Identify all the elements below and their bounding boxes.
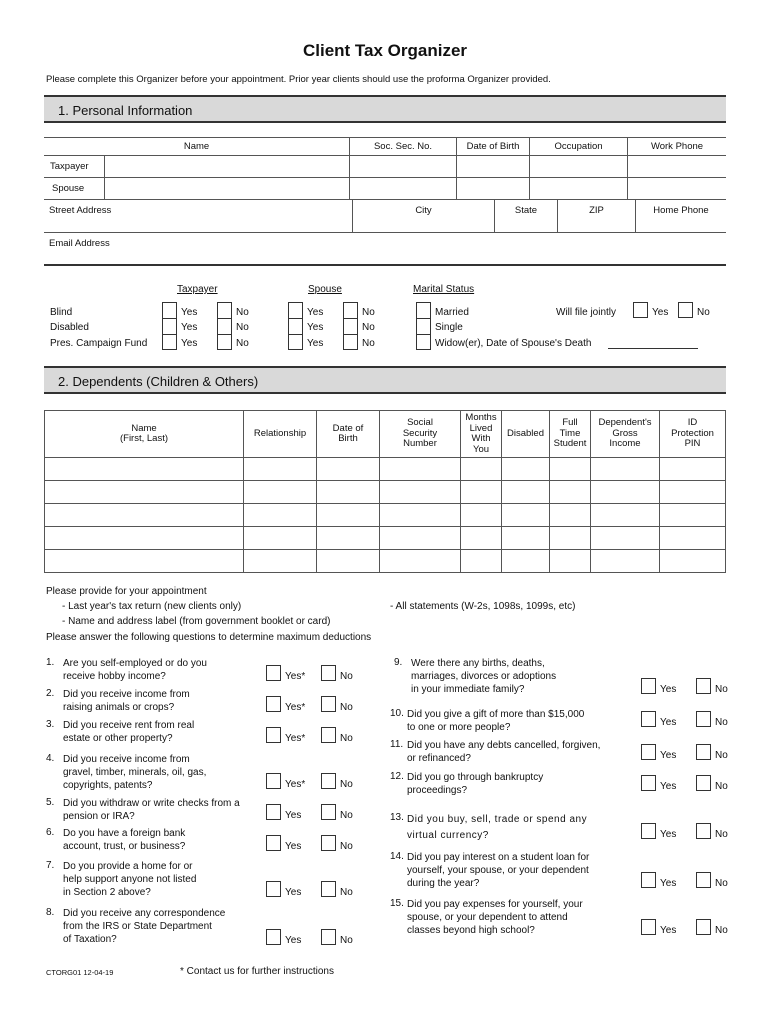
spouse-yes-checkboxes[interactable] — [288, 302, 303, 350]
yes-label: Yes — [660, 925, 677, 936]
city-field[interactable] — [353, 200, 495, 233]
yes-label: Yes — [660, 878, 677, 889]
no-label: No — [340, 733, 353, 744]
q4-no-checkbox[interactable] — [321, 773, 336, 789]
taxpayer-label: Taxpayer — [44, 156, 105, 178]
col-spouse-heading: Spouse — [308, 284, 342, 295]
q1-yes-checkbox[interactable] — [266, 665, 281, 681]
table-row[interactable] — [45, 527, 726, 550]
q8-no-checkbox[interactable] — [321, 929, 336, 945]
q15-no-checkbox[interactable] — [696, 919, 711, 935]
blind-label: Blind — [50, 307, 73, 318]
q2-no-checkbox[interactable] — [321, 696, 336, 712]
spouse-death-date-line[interactable] — [608, 348, 698, 349]
yes-label: Yes — [660, 717, 677, 728]
occupation-header: Occupation — [530, 138, 628, 156]
divider — [343, 318, 358, 319]
q6-yes-checkbox[interactable] — [266, 835, 281, 851]
spouse-no-checkboxes[interactable] — [343, 302, 358, 350]
provide-item-3: - All statements (W-2s, 1098s, 1099s, etc) — [390, 601, 576, 612]
question-text: Did you receive income from gravel, timber, minerals, oil, gas, copyrights, patents? — [63, 754, 207, 791]
form-code: CTORG01 12-04-19 — [46, 968, 114, 977]
divider — [288, 334, 303, 335]
no-label: No — [340, 702, 353, 713]
question-number: 11. — [390, 739, 404, 750]
disabled-label: Disabled — [50, 322, 89, 333]
yes-label: Yes* — [285, 779, 306, 790]
question-text: Are you self-employed or do you receive hobby income? — [63, 658, 207, 682]
yes-label: Yes — [660, 781, 677, 792]
answer-instructions: Please answer the following questions to determine maximum deductions — [46, 632, 372, 643]
no-label: No — [697, 307, 710, 318]
yes-label: Yes — [660, 750, 677, 761]
q9-yes-checkbox[interactable] — [641, 678, 656, 694]
single-label: Single — [435, 322, 463, 333]
divider — [44, 264, 726, 266]
taxpayer-occupation-field[interactable] — [530, 156, 628, 178]
yes-label: Yes — [307, 322, 324, 333]
home-phone-label: Home Phone — [653, 205, 709, 216]
table-row[interactable] — [45, 458, 726, 481]
question-number: 6. — [46, 827, 55, 838]
col-marital-heading: Marital Status — [413, 284, 475, 295]
no-label: No — [236, 307, 249, 318]
divider — [416, 334, 431, 335]
q11-yes-checkbox[interactable] — [641, 744, 656, 760]
campaign-label: Pres. Campaign Fund — [50, 338, 148, 349]
yes-label: Yes — [660, 684, 677, 695]
provide-heading: Please provide for your appointment — [46, 586, 207, 597]
marital-status-checkboxes[interactable] — [416, 302, 431, 350]
section-2-header — [44, 366, 726, 394]
no-label: No — [340, 887, 353, 898]
dep-months-header: Months Lived With You — [461, 411, 502, 458]
street-address-field[interactable] — [44, 200, 353, 233]
yes-label: Yes — [181, 322, 198, 333]
email-field[interactable] — [44, 233, 726, 265]
no-label: No — [362, 322, 375, 333]
email-label: Email Address — [49, 238, 110, 249]
no-label: No — [340, 779, 353, 790]
spouse-dob-field[interactable] — [457, 178, 530, 200]
no-label: No — [236, 338, 249, 349]
married-label: Married — [435, 307, 469, 318]
section-1-title: 1. Personal Information — [58, 103, 193, 118]
question-number: 2. — [46, 688, 55, 699]
question-number: 3. — [46, 719, 55, 730]
question-number: 5. — [46, 797, 55, 808]
question-text: Did you go through bankruptcy proceedings? — [407, 772, 544, 796]
spouse-occupation-field[interactable] — [530, 178, 628, 200]
table-row[interactable] — [45, 481, 726, 504]
table-row[interactable] — [45, 504, 726, 527]
divider — [217, 334, 232, 335]
question-text: Did you receive any correspondence from the IRS or State Department of Taxation? — [63, 908, 226, 945]
divider — [162, 318, 177, 319]
yes-label: Yes* — [285, 671, 306, 682]
ssn-header: Soc. Sec. No. — [350, 138, 457, 156]
dep-student-header: Full Time Student — [550, 411, 591, 458]
no-label: No — [715, 717, 728, 728]
no-label: No — [340, 935, 353, 946]
q13-no-checkbox[interactable] — [696, 823, 711, 839]
q9-no-checkbox[interactable] — [696, 678, 711, 694]
no-label: No — [340, 841, 353, 852]
question-text: Did you give a gift of more than $15,000 to one or more people? — [407, 709, 585, 733]
question-number: 7. — [46, 860, 55, 871]
question-number: 4. — [46, 753, 55, 764]
yes-label: Yes — [660, 829, 677, 840]
dep-dob-header: Date of Birth — [317, 411, 380, 458]
question-number: 10. — [390, 708, 404, 719]
divider — [288, 318, 303, 319]
question-number: 8. — [46, 907, 55, 918]
question-text: Did you receive rent from real estate or other property? — [63, 720, 195, 744]
table-row[interactable] — [45, 550, 726, 573]
q7-yes-checkbox[interactable] — [266, 881, 281, 897]
taxpayer-work-phone-field[interactable] — [628, 156, 727, 178]
question-number: 1. — [46, 657, 55, 668]
divider — [217, 318, 232, 319]
file-jointly-yes-checkbox[interactable] — [633, 302, 648, 318]
question-number: 12. — [390, 771, 404, 782]
home-phone-field[interactable] — [636, 200, 727, 233]
yes-label: Yes — [307, 338, 324, 349]
file-jointly-no-checkbox[interactable] — [678, 302, 693, 318]
col-taxpayer-heading: Taxpayer — [177, 284, 218, 295]
q3-no-checkbox[interactable] — [321, 727, 336, 743]
question-text: Did you have any debts cancelled, forgiven, or refinanced? — [407, 740, 601, 764]
q1-no-checkbox[interactable] — [321, 665, 336, 681]
no-label: No — [340, 810, 353, 821]
widow-label: Widow(er), Date of Spouse's Death — [435, 338, 592, 349]
yes-label: Yes — [285, 887, 302, 898]
no-label: No — [715, 750, 728, 761]
divider — [416, 318, 431, 319]
yes-label: Yes — [181, 338, 198, 349]
no-label: No — [362, 307, 375, 318]
no-label: No — [715, 829, 728, 840]
page-title: Client Tax Organizer — [302, 41, 468, 60]
zip-label: ZIP — [589, 205, 604, 216]
question-number: 14. — [390, 851, 404, 862]
q12-yes-checkbox[interactable] — [641, 775, 656, 791]
taxpayer-name-field[interactable] — [105, 156, 350, 178]
question-text: Were there any births, deaths, marriages, divorces or adoptions in your immediate family? — [411, 658, 557, 695]
name-header: Name — [44, 138, 350, 156]
intro-text: Please complete this Organizer before your appointment. Prior year clients should use the proforma Organizer provided. — [46, 74, 551, 85]
q11-no-checkbox[interactable] — [696, 744, 711, 760]
question-text: Do you provide a home for or help support anyone not listed in Section 2 above? — [63, 861, 197, 898]
street-address-label: Street Address — [49, 205, 112, 216]
no-label: No — [362, 338, 375, 349]
dep-disabled-header: Disabled — [502, 411, 550, 458]
question-text: Do you have a foreign bank account, trust, or business? — [63, 828, 186, 852]
q7-no-checkbox[interactable] — [321, 881, 336, 897]
q8-yes-checkbox[interactable] — [266, 929, 281, 945]
q5-no-checkbox[interactable] — [321, 804, 336, 820]
q13-yes-checkbox[interactable] — [641, 823, 656, 839]
question-text: Did you withdraw or write checks from a pension or IRA? — [63, 798, 240, 822]
state-label: State — [514, 205, 538, 216]
zip-field[interactable] — [558, 200, 636, 233]
provide-item-1: - Last year's tax return (new clients only) — [62, 601, 242, 612]
dep-pin-header: ID Protection PIN — [660, 411, 726, 458]
taxpayer-dob-field[interactable] — [457, 156, 530, 178]
spouse-name-field[interactable] — [105, 178, 350, 200]
no-label: No — [236, 322, 249, 333]
address-table — [44, 199, 726, 265]
question-text: Did you pay interest on a student loan for yourself, your spouse, or your dependent during the year? — [407, 852, 590, 889]
q12-no-checkbox[interactable] — [696, 775, 711, 791]
provide-item-2: - Name and address label (from government booklet or card) — [62, 616, 331, 627]
no-label: No — [715, 781, 728, 792]
q4-yes-checkbox[interactable] — [266, 773, 281, 789]
file-jointly-label: Will file jointly — [556, 307, 617, 318]
no-label: No — [715, 925, 728, 936]
q3-yes-checkbox[interactable] — [266, 727, 281, 743]
q5-yes-checkbox[interactable] — [266, 804, 281, 820]
no-label: No — [715, 878, 728, 889]
yes-label: Yes — [285, 935, 302, 946]
question-number: 9. — [394, 657, 403, 668]
question-text: Did you pay expenses for yourself, your spouse, or your dependent to attend classes beyond high school? — [407, 899, 583, 936]
yes-label: Yes* — [285, 733, 306, 744]
spouse-ssn-field[interactable] — [350, 178, 457, 200]
q2-yes-checkbox[interactable] — [266, 696, 281, 712]
yes-label: Yes — [285, 841, 302, 852]
yes-label: Yes — [652, 307, 669, 318]
work-phone-header: Work Phone — [628, 138, 727, 156]
state-field[interactable] — [495, 200, 558, 233]
no-label: No — [340, 671, 353, 682]
dependents-table — [44, 410, 726, 573]
yes-label: Yes — [307, 307, 324, 318]
no-label: No — [715, 684, 728, 695]
question-text: Did you receive income from raising animals or crops? — [63, 689, 190, 713]
dep-relationship-header: Relationship — [244, 411, 317, 458]
spouse-work-phone-field[interactable] — [628, 178, 727, 200]
section-2-title: 2. Dependents (Children & Others) — [58, 374, 259, 389]
dep-name-header: Name (First, Last) — [45, 411, 244, 458]
dob-header: Date of Birth — [457, 138, 530, 156]
q14-no-checkbox[interactable] — [696, 872, 711, 888]
taxpayer-no-checkboxes[interactable] — [217, 302, 232, 350]
divider — [343, 334, 358, 335]
taxpayer-ssn-field[interactable] — [350, 156, 457, 178]
q10-yes-checkbox[interactable] — [641, 711, 656, 727]
dep-ssn-header: Social Security Number — [380, 411, 461, 458]
question-text: Did you buy, sell, trade or spend any virtual currency? — [407, 814, 588, 841]
city-label: City — [415, 205, 432, 216]
spouse-label: Spouse — [44, 178, 105, 200]
q15-yes-checkbox[interactable] — [641, 919, 656, 935]
footer-note: * Contact us for further instructions — [180, 966, 334, 977]
personal-info-table — [44, 137, 726, 200]
section-1-header — [44, 95, 726, 123]
q14-yes-checkbox[interactable] — [641, 872, 656, 888]
taxpayer-yes-checkboxes[interactable] — [162, 302, 177, 350]
question-number: 15. — [390, 898, 404, 909]
yes-label: Yes — [285, 810, 302, 821]
dep-income-header: Dependent's Gross Income — [591, 411, 660, 458]
q6-no-checkbox[interactable] — [321, 835, 336, 851]
question-number: 13. — [390, 812, 404, 823]
yes-label: Yes* — [285, 702, 306, 713]
q10-no-checkbox[interactable] — [696, 711, 711, 727]
yes-label: Yes — [181, 307, 198, 318]
divider — [162, 334, 177, 335]
